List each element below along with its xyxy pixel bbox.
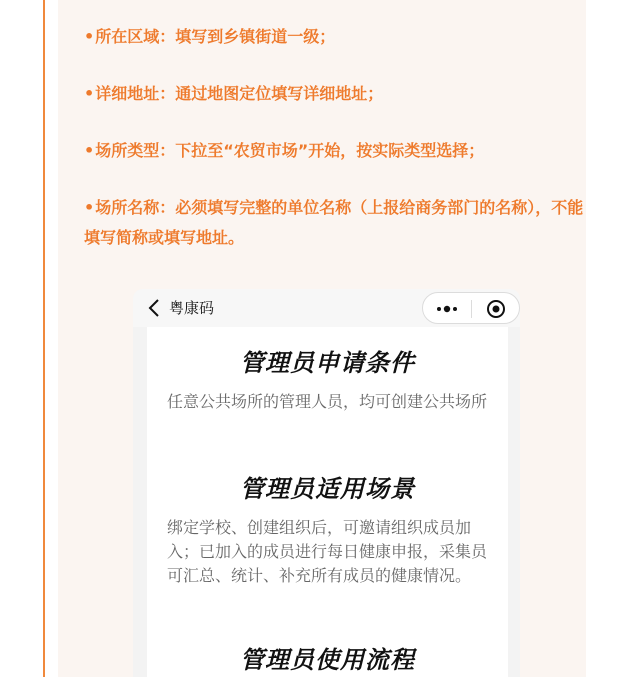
instruction-item-name xyxy=(84,193,584,253)
miniapp-content xyxy=(147,327,508,677)
instruction-text: 场所类型：下拉至“农贸市场”开始，按实际类型选择； xyxy=(95,141,485,160)
instruction-text: 所在区域：填写到乡镇街道一级； xyxy=(95,27,336,46)
miniapp-title: 粤康码 xyxy=(169,299,215,317)
miniapp-capsule xyxy=(422,292,520,324)
bullet-dot: • xyxy=(84,198,95,217)
section-title-requirements: 管理员申请条件 xyxy=(240,349,415,377)
instruction-item-address xyxy=(84,79,584,109)
miniapp-navbar xyxy=(133,289,520,327)
bullet-dot: • xyxy=(84,141,95,160)
section-title-process: 管理员使用流程 xyxy=(240,646,415,674)
chevron-left-icon[interactable] xyxy=(143,297,165,319)
target-close-icon[interactable] xyxy=(485,299,507,319)
capsule-divider xyxy=(471,300,472,318)
left-accent-line xyxy=(43,0,45,677)
instruction-list xyxy=(84,22,584,280)
miniapp-screenshot xyxy=(133,289,520,677)
instruction-item-type xyxy=(84,136,584,166)
section-title-scenarios: 管理员适用场景 xyxy=(240,475,415,503)
instruction-text: 详细地址：通过地图定位填写详细地址； xyxy=(95,84,384,103)
instruction-text: 场所名称：必须填写完整的单位名称（上报给商务部门的名称），不能填写简称或填写地址。 xyxy=(84,198,584,247)
bullet-dot: • xyxy=(84,84,95,103)
section-text-requirements: 任意公共场所的管理人员，均可创建公共场所 xyxy=(167,392,488,411)
more-dots-icon[interactable] xyxy=(435,299,459,319)
instruction-item-region xyxy=(84,22,584,52)
bullet-dot: • xyxy=(84,27,95,46)
section-text-scenarios: 绑定学校、创建组织后，可邀请组织成员加入；已加入的成员进行每日健康申报，采集员可汇总、统计、补充所有成员的健康情况。 xyxy=(167,518,488,585)
